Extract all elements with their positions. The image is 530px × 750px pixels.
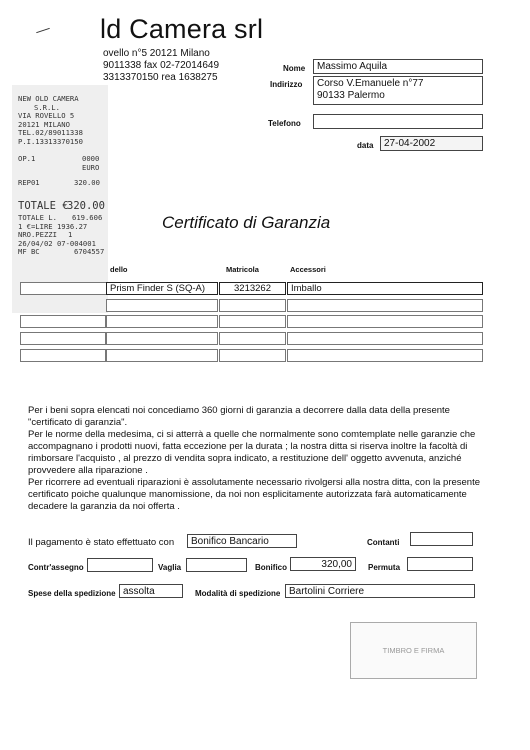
indirizzo-line-2: 90133 Palermo [317, 90, 385, 101]
receipt-rep-value: 320.00 [74, 178, 100, 187]
table-cell-matricola[interactable] [219, 299, 286, 312]
receipt-datetime: 26/04/02 07-004001 [18, 238, 96, 248]
stamp-label: TIMBRO E FIRMA [382, 646, 445, 655]
spese-field[interactable]: assolta [119, 584, 183, 598]
indirizzo-label: Indirizzo [270, 80, 303, 89]
receipt-op: OP.1 [18, 154, 36, 163]
table-cell-accessori[interactable] [287, 315, 483, 328]
pen-mark [36, 28, 50, 33]
modalita-label: Modalità di spedizione [195, 589, 281, 598]
contanti-field[interactable] [410, 532, 473, 546]
spese-label: Spese della spedizione [28, 589, 116, 598]
table-cell-blank [20, 349, 106, 362]
table-cell-matricola[interactable]: 3213262 [219, 282, 286, 295]
permuta-label: Permuta [368, 563, 401, 572]
table-cell-modello[interactable] [106, 299, 218, 312]
receipt-pieces-value: 1 [68, 230, 73, 239]
receipt-total-lire-value: 619.606 [72, 213, 103, 222]
payment-intro: Il pagamento è stato effettuato con [28, 537, 175, 548]
indirizzo-field[interactable] [313, 76, 483, 105]
stamp-signature-box [350, 622, 477, 679]
vaglia-field[interactable] [186, 558, 247, 572]
column-header-modello: dello [110, 265, 128, 274]
receipt-total-label: TOTALE € [18, 200, 69, 212]
terms-paragraph-2: Per le norme della medesima, ci si atterrà a quelle che normalmente sono comtemplate nelle garanzie che accompagnano i prodotti nuovi, fatta eccezione per la durata ; la nostra ditta si riserva inoltre la facoltà di rimborsare l'acquisto , al prezzo di vendita sopra indicato, a restituzione dell' oggetto avvenuta, anziché provvedere alla riparazione . [28, 429, 476, 476]
table-cell-modello[interactable]: Prism Finder S (SQ-A) [106, 282, 218, 295]
company-name: ld Camera srl [100, 14, 264, 44]
table-cell-modello[interactable] [106, 315, 218, 328]
table-cell-blank [20, 332, 106, 345]
table-row-prefix [20, 282, 110, 295]
receipt-rep: REP01 [18, 178, 40, 187]
warranty-terms [28, 405, 488, 513]
receipt-exchange-rate: 1 €=LIRE 1936.27 [18, 221, 88, 231]
telefono-field[interactable] [313, 114, 483, 129]
receipt-op-value: 0000 [82, 154, 100, 163]
data-field[interactable]: 27-04-2002 [380, 136, 483, 151]
receipt-line: NEW OLD CAMERA [18, 94, 79, 103]
permuta-field[interactable] [407, 557, 473, 571]
table-cell-accessori[interactable] [287, 299, 483, 312]
cash-receipt [12, 85, 108, 313]
table-cell-matricola[interactable] [219, 349, 286, 362]
telefono-label: Telefono [268, 119, 301, 128]
nome-field[interactable]: Massimo Aquila [313, 59, 483, 74]
table-cell-matricola[interactable] [219, 315, 286, 328]
data-label: data [357, 141, 374, 150]
receipt-total-value: 320.00 [67, 200, 105, 212]
column-header-accessori: Accessori [290, 265, 326, 274]
table-cell-modello[interactable] [106, 332, 218, 345]
table-cell-accessori[interactable] [287, 349, 483, 362]
certificate-title: Certificato di Garanzia [162, 213, 331, 232]
receipt-code: MF BC [18, 247, 40, 256]
vaglia-label: Vaglia [158, 563, 182, 572]
terms-paragraph-1: Per i beni sopra elencati noi concediamo 360 giorni di garanzia a decorrere dalla data della presente "certificato di garanzia". [28, 405, 450, 428]
receipt-line: P.I.13313370150 [18, 136, 83, 146]
table-cell-blank [20, 315, 106, 328]
company-address-line: ovello n°5 20121 Milano [103, 48, 210, 59]
terms-paragraph-3: Per ricorrere ad eventuali riparazioni è assolutamente necessario rivolgersi alla nostra ditta, con la presente certificato poiche qualunque manomissione, da noi non esplicitamente autorizzata farà automaticamente decadere la garanzia da noi offerta . [28, 477, 481, 512]
receipt-line: VIA ROVELLO 5 [18, 111, 75, 120]
indirizzo-line-1: Corso V.Emanuele n°77 [317, 78, 424, 89]
company-phone-line: 9011338 fax 02-72014649 [103, 60, 220, 71]
company-vat-line: 3313370150 rea 1638275 [103, 72, 218, 83]
receipt-line: 20121 MILANO [18, 119, 70, 129]
table-cell-accessori[interactable]: Imballo [287, 282, 483, 295]
receipt-total-lire-label: TOTALE L. [18, 213, 57, 222]
contrassegno-field[interactable] [87, 558, 153, 572]
receipt-pieces-label: NRO.PEZZI [18, 230, 57, 239]
contrassegno-label: Contr'assegno [28, 563, 84, 572]
nome-label: Nome [283, 64, 306, 73]
modalita-field[interactable]: Bartolini Corriere [285, 584, 475, 598]
receipt-code-value: 6704557 [74, 247, 105, 256]
table-cell-modello[interactable] [106, 349, 218, 362]
column-header-matricola: Matricola [226, 265, 259, 274]
table-cell-matricola[interactable] [219, 332, 286, 345]
receipt-line: TEL.02/89011338 [18, 128, 83, 137]
receipt-line: S.R.L. [34, 102, 60, 112]
bonifico-label: Bonifico [255, 563, 287, 572]
payment-method-field[interactable]: Bonifico Bancario [187, 534, 297, 548]
bonifico-field[interactable]: 320,00 [290, 557, 356, 571]
contanti-label: Contanti [367, 538, 400, 547]
table-cell-accessori[interactable] [287, 332, 483, 345]
receipt-euro: EURO [82, 162, 100, 172]
